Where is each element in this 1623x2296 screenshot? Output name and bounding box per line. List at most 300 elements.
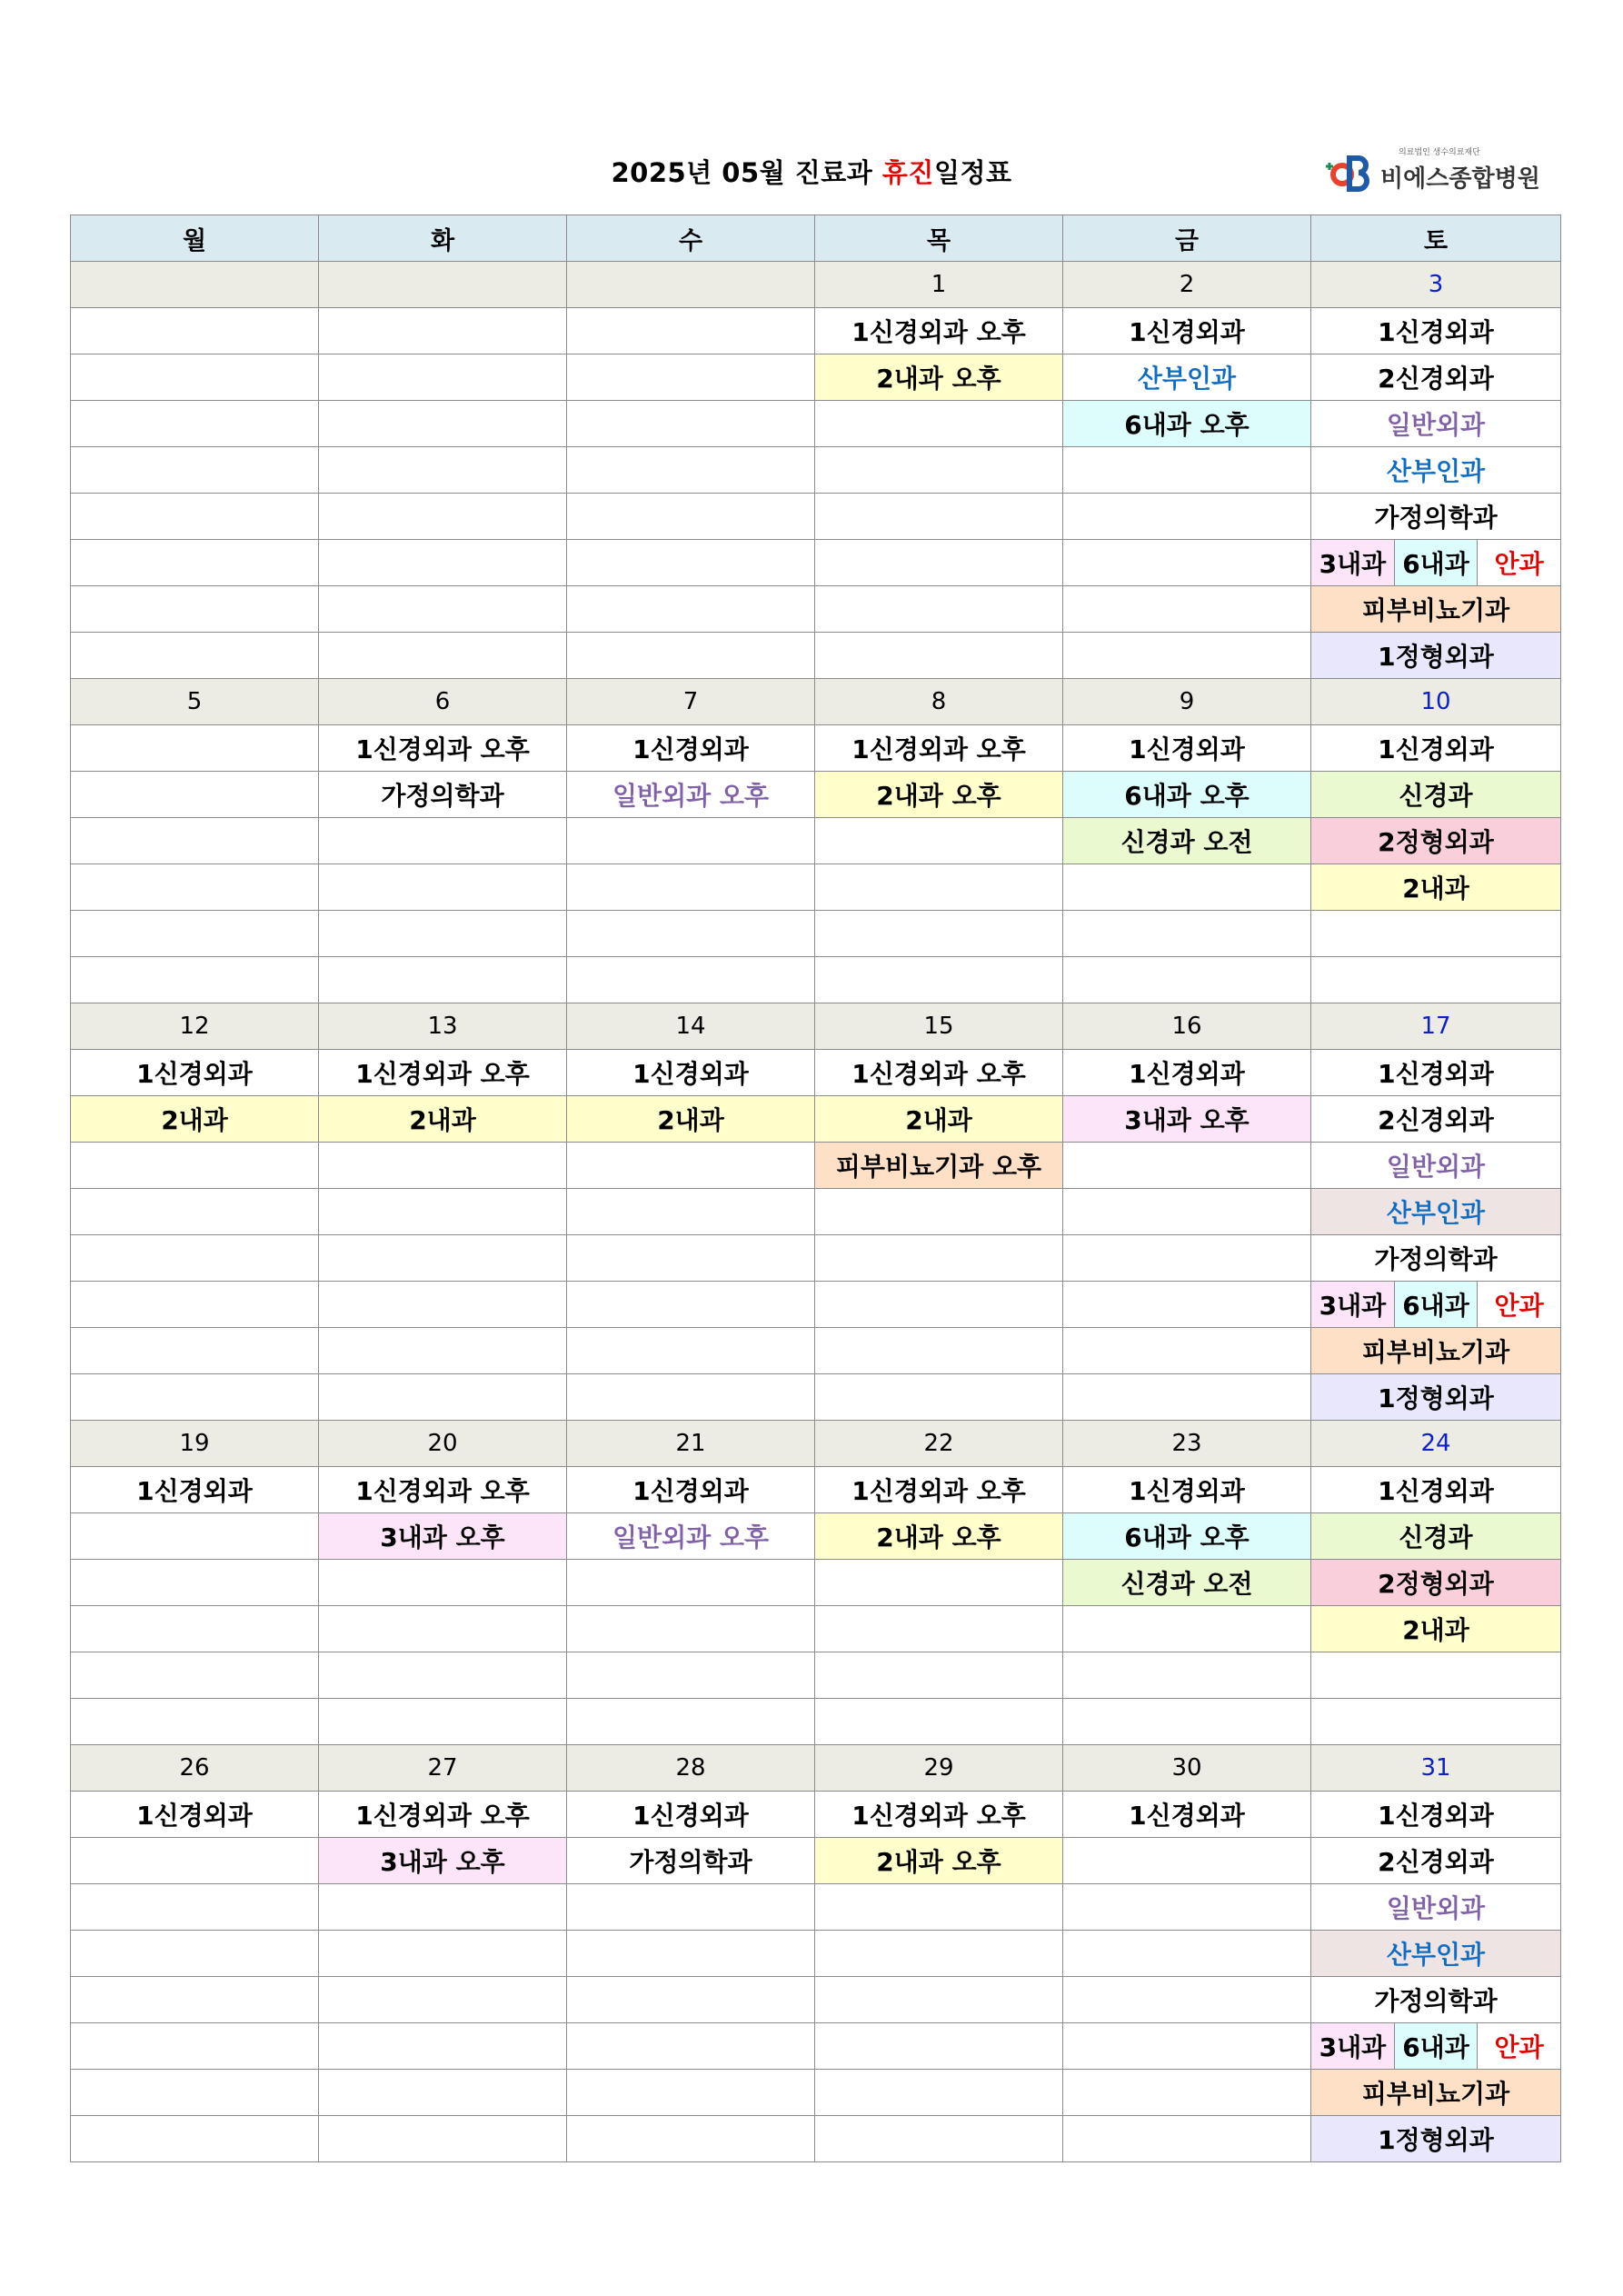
entry-row: [71, 1143, 1561, 1189]
entry-cell: 일반외과: [1311, 401, 1561, 447]
empty-cell: [815, 1328, 1063, 1374]
entry-row: [71, 1606, 1561, 1652]
entry-cell: 1신경외과 오후: [319, 1467, 567, 1513]
date-cell: 19: [71, 1421, 319, 1467]
entry-row: [71, 911, 1561, 957]
date-cell: 26: [71, 1745, 319, 1792]
entry-cell: 1신경외과 오후: [815, 1467, 1063, 1513]
empty-cell: [71, 494, 319, 540]
split-cell-row: [1311, 1282, 1560, 1327]
empty-cell: [567, 2023, 815, 2070]
empty-cell: [71, 1560, 319, 1606]
empty-cell: [71, 2070, 319, 2116]
entry-cell: 2내과 오후: [815, 354, 1063, 401]
entry-row: [71, 1374, 1561, 1421]
empty-cell: [1063, 1931, 1311, 1977]
entry-cell: 1신경외과 오후: [319, 725, 567, 772]
empty-cell: [567, 1606, 815, 1652]
title-highlight: 휴진: [881, 157, 934, 188]
date-cell: 3: [1311, 262, 1561, 308]
empty-cell: [319, 1884, 567, 1931]
entry-row: [71, 1189, 1561, 1235]
split-entry: 3내과: [1311, 2023, 1394, 2069]
empty-cell: [71, 1931, 319, 1977]
entry-row: [71, 633, 1561, 679]
empty-cell: [1063, 2116, 1311, 2162]
entry-row: [71, 1096, 1561, 1143]
empty-cell: [567, 1143, 815, 1189]
empty-cell: [1311, 1652, 1561, 1699]
entry-cell: 2정형외과: [1311, 818, 1561, 864]
logo-name: 비에스종합병원: [1380, 165, 1540, 193]
entry-row: [71, 354, 1561, 401]
empty-cell: [567, 1560, 815, 1606]
empty-cell: [815, 1652, 1063, 1699]
date-row: [71, 262, 1561, 308]
entry-row: [71, 1931, 1561, 1977]
date-cell: 22: [815, 1421, 1063, 1467]
date-cell: [319, 262, 567, 308]
entry-cell: 1신경외과: [71, 1050, 319, 1096]
entry-cell: 2내과: [815, 1096, 1063, 1143]
split-cell-row: [1311, 2023, 1560, 2069]
date-cell: 17: [1311, 1003, 1561, 1050]
empty-cell: [71, 1143, 319, 1189]
entry-cell: 가정의학과: [1311, 1977, 1561, 2023]
date-cell: 21: [567, 1421, 815, 1467]
weekday-tue: 화: [319, 215, 567, 262]
split-entry: 3내과: [1311, 540, 1394, 585]
empty-cell: [319, 911, 567, 957]
weekday-fri: 금: [1063, 215, 1311, 262]
weekday-thu: 목: [815, 215, 1063, 262]
date-cell: 28: [567, 1745, 815, 1792]
date-cell: 30: [1063, 1745, 1311, 1792]
entry-row: [71, 1282, 1561, 1328]
empty-cell: [319, 1699, 567, 1745]
entry-cell: 가정의학과: [1311, 1235, 1561, 1282]
entry-cell: 1신경외과: [1311, 725, 1561, 772]
entry-cell: 산부인과: [1063, 354, 1311, 401]
entry-cell: 1신경외과 오후: [815, 308, 1063, 354]
empty-cell: [319, 1652, 567, 1699]
entry-cell: 2신경외과: [1311, 354, 1561, 401]
empty-cell: [71, 818, 319, 864]
empty-cell: [71, 1977, 319, 2023]
entry-cell: 1정형외과: [1311, 1374, 1561, 1421]
empty-cell: [71, 1189, 319, 1235]
entry-row: [71, 1328, 1561, 1374]
entry-row: [71, 1513, 1561, 1560]
entry-row: [71, 772, 1561, 818]
empty-cell: [1063, 2070, 1311, 2116]
entry-cell: 1신경외과: [1063, 725, 1311, 772]
empty-cell: [1063, 957, 1311, 1003]
empty-cell: [71, 633, 319, 679]
empty-cell: [71, 401, 319, 447]
empty-cell: [567, 401, 815, 447]
entry-row: [71, 818, 1561, 864]
entry-row: [71, 1977, 1561, 2023]
weekday-wed: 수: [567, 215, 815, 262]
empty-cell: [567, 1235, 815, 1282]
entry-cell: 1신경외과: [1063, 1792, 1311, 1838]
entry-cell: 가정의학과: [567, 1838, 815, 1884]
entry-cell: 산부인과: [1311, 447, 1561, 494]
empty-cell: [567, 1977, 815, 2023]
entry-cell: 1신경외과 오후: [319, 1792, 567, 1838]
schedule-body: [71, 215, 1561, 2162]
entry-cell: 1신경외과: [1311, 1050, 1561, 1096]
empty-cell: [319, 540, 567, 586]
entry-row: [71, 864, 1561, 911]
entry-cell: 신경과 오전: [1063, 1560, 1311, 1606]
empty-cell: [815, 1189, 1063, 1235]
empty-cell: [567, 864, 815, 911]
empty-cell: [1063, 1606, 1311, 1652]
entry-cell-split: [1311, 1282, 1561, 1328]
entry-row: [71, 2116, 1561, 2162]
logo-tagline: 의료법인 생수의료재단: [1399, 148, 1480, 157]
empty-cell: [319, 308, 567, 354]
date-cell: 10: [1311, 679, 1561, 725]
empty-cell: [1063, 2023, 1311, 2070]
date-cell: 14: [567, 1003, 815, 1050]
empty-cell: [71, 354, 319, 401]
entry-cell: 1신경외과 오후: [815, 1792, 1063, 1838]
weekday-sat: 토: [1311, 215, 1561, 262]
entry-cell: 1신경외과: [1063, 1050, 1311, 1096]
empty-cell: [1063, 1374, 1311, 1421]
date-cell: 7: [567, 679, 815, 725]
date-cell: 1: [815, 262, 1063, 308]
empty-cell: [567, 1699, 815, 1745]
empty-cell: [815, 586, 1063, 633]
entry-cell: 1신경외과 오후: [815, 725, 1063, 772]
entry-cell: 3내과 오후: [319, 1513, 567, 1560]
empty-cell: [815, 1606, 1063, 1652]
title-prefix: 2025년 05월 진료과: [611, 157, 882, 188]
entry-row: [71, 2070, 1561, 2116]
empty-cell: [1063, 1328, 1311, 1374]
split-entry: 3내과: [1311, 1282, 1394, 1327]
empty-cell: [1311, 1699, 1561, 1745]
entry-cell: 1신경외과: [71, 1467, 319, 1513]
empty-cell: [71, 957, 319, 1003]
empty-cell: [71, 447, 319, 494]
entry-cell: 신경과: [1311, 1513, 1561, 1560]
empty-cell: [319, 1977, 567, 2023]
empty-cell: [319, 1560, 567, 1606]
empty-cell: [319, 1328, 567, 1374]
entry-row: [71, 957, 1561, 1003]
entry-cell: 1신경외과: [1311, 1467, 1561, 1513]
empty-cell: [319, 1235, 567, 1282]
empty-cell: [567, 1189, 815, 1235]
empty-cell: [1063, 1282, 1311, 1328]
empty-cell: [71, 1838, 319, 1884]
empty-cell: [815, 1282, 1063, 1328]
empty-cell: [815, 1884, 1063, 1931]
split-entry: 안과: [1478, 2023, 1560, 2069]
entry-cell: 2신경외과: [1311, 1838, 1561, 1884]
entry-cell: 6내과 오후: [1063, 1513, 1311, 1560]
empty-cell: [71, 911, 319, 957]
entry-cell: 피부비뇨기과 오후: [815, 1143, 1063, 1189]
empty-cell: [1063, 586, 1311, 633]
empty-cell: [815, 494, 1063, 540]
empty-cell: [815, 911, 1063, 957]
empty-cell: [319, 1189, 567, 1235]
entry-cell: 2내과: [567, 1096, 815, 1143]
entry-cell-split: [1311, 2023, 1561, 2070]
entry-cell: 2내과 오후: [815, 1513, 1063, 1560]
date-cell: 31: [1311, 1745, 1561, 1792]
entry-cell: 1정형외과: [1311, 2116, 1561, 2162]
entry-cell: 산부인과: [1311, 1931, 1561, 1977]
entry-cell: 1신경외과: [567, 1467, 815, 1513]
date-cell: 2: [1063, 262, 1311, 308]
empty-cell: [319, 1931, 567, 1977]
split-cell-group: [1311, 1282, 1560, 1327]
empty-cell: [71, 725, 319, 772]
empty-cell: [1063, 1977, 1311, 2023]
empty-cell: [567, 540, 815, 586]
entry-cell: 2내과: [71, 1096, 319, 1143]
empty-cell: [319, 1374, 567, 1421]
empty-cell: [1063, 494, 1311, 540]
entry-cell: 2내과: [1311, 1606, 1561, 1652]
entry-row: [71, 586, 1561, 633]
entry-cell: 일반외과: [1311, 1884, 1561, 1931]
entry-cell: 신경과: [1311, 772, 1561, 818]
empty-cell: [1063, 1235, 1311, 1282]
empty-cell: [1063, 633, 1311, 679]
empty-cell: [815, 1699, 1063, 1745]
empty-cell: [815, 2023, 1063, 2070]
empty-cell: [815, 2116, 1063, 2162]
empty-cell: [319, 401, 567, 447]
empty-cell: [815, 540, 1063, 586]
entry-cell: 2내과: [319, 1096, 567, 1143]
date-cell: 12: [71, 1003, 319, 1050]
empty-cell: [1063, 1884, 1311, 1931]
hospital-logo: [1322, 145, 1558, 193]
date-row: [71, 1421, 1561, 1467]
empty-cell: [319, 354, 567, 401]
date-row: [71, 679, 1561, 725]
empty-cell: [319, 864, 567, 911]
entry-row: [71, 1560, 1561, 1606]
entry-cell: 2정형외과: [1311, 1560, 1561, 1606]
empty-cell: [567, 1374, 815, 1421]
empty-cell: [1063, 1699, 1311, 1745]
empty-cell: [815, 401, 1063, 447]
empty-cell: [1063, 1189, 1311, 1235]
entry-row: [71, 1467, 1561, 1513]
date-row: [71, 1003, 1561, 1050]
empty-cell: [567, 308, 815, 354]
empty-cell: [319, 447, 567, 494]
empty-cell: [319, 2116, 567, 2162]
empty-cell: [71, 1235, 319, 1282]
empty-cell: [1063, 864, 1311, 911]
entry-cell: 2내과: [1311, 864, 1561, 911]
entry-cell: 1신경외과: [1063, 308, 1311, 354]
entry-cell: 1신경외과 오후: [319, 1050, 567, 1096]
empty-cell: [71, 1374, 319, 1421]
entry-cell: 3내과 오후: [319, 1838, 567, 1884]
entry-row: [71, 447, 1561, 494]
empty-cell: [567, 447, 815, 494]
empty-cell: [567, 494, 815, 540]
empty-cell: [567, 1884, 815, 1931]
entry-row: [71, 1235, 1561, 1282]
entry-cell-split: [1311, 540, 1561, 586]
empty-cell: [71, 586, 319, 633]
empty-cell: [567, 2116, 815, 2162]
empty-cell: [71, 2023, 319, 2070]
split-cell-group: [1311, 540, 1560, 585]
entry-cell: 6내과 오후: [1063, 772, 1311, 818]
empty-cell: [567, 1652, 815, 1699]
entry-cell: 피부비뇨기과: [1311, 1328, 1561, 1374]
empty-cell: [319, 2023, 567, 2070]
empty-cell: [319, 957, 567, 1003]
empty-cell: [567, 957, 815, 1003]
empty-cell: [815, 1977, 1063, 2023]
empty-cell: [815, 1235, 1063, 1282]
split-entry: 6내과: [1394, 1282, 1477, 1327]
empty-cell: [319, 1282, 567, 1328]
entry-cell: 1신경외과: [567, 725, 815, 772]
empty-cell: [71, 1652, 319, 1699]
date-cell: 23: [1063, 1421, 1311, 1467]
date-cell: 20: [319, 1421, 567, 1467]
entry-cell: 피부비뇨기과: [1311, 586, 1561, 633]
empty-cell: [71, 308, 319, 354]
date-cell: 15: [815, 1003, 1063, 1050]
empty-cell: [71, 864, 319, 911]
schedule-table: [70, 215, 1561, 2162]
entry-cell: 신경과 오전: [1063, 818, 1311, 864]
empty-cell: [1311, 911, 1561, 957]
entry-cell: 3내과 오후: [1063, 1096, 1311, 1143]
split-cell-group: [1311, 2023, 1560, 2069]
date-cell: 13: [319, 1003, 567, 1050]
empty-cell: [1063, 1143, 1311, 1189]
entry-cell: 1정형외과: [1311, 633, 1561, 679]
entry-cell: 1신경외과: [1063, 1467, 1311, 1513]
date-cell: [71, 262, 319, 308]
empty-cell: [1063, 911, 1311, 957]
entry-cell: 일반외과 오후: [567, 1513, 815, 1560]
entry-cell: 산부인과: [1311, 1189, 1561, 1235]
entry-cell: 2내과 오후: [815, 772, 1063, 818]
empty-cell: [567, 911, 815, 957]
empty-cell: [71, 1884, 319, 1931]
entry-cell: 6내과 오후: [1063, 401, 1311, 447]
entry-row: [71, 308, 1561, 354]
empty-cell: [567, 633, 815, 679]
entry-row: [71, 1652, 1561, 1699]
entry-row: [71, 1792, 1561, 1838]
entry-row: [71, 1884, 1561, 1931]
empty-cell: [815, 1931, 1063, 1977]
empty-cell: [815, 447, 1063, 494]
date-cell: 24: [1311, 1421, 1561, 1467]
date-cell: [567, 262, 815, 308]
entry-cell: 2신경외과: [1311, 1096, 1561, 1143]
entry-cell: 1신경외과: [567, 1050, 815, 1096]
empty-cell: [815, 633, 1063, 679]
empty-cell: [567, 2070, 815, 2116]
empty-cell: [71, 1699, 319, 1745]
entry-cell: 1신경외과: [1311, 308, 1561, 354]
empty-cell: [319, 494, 567, 540]
empty-cell: [319, 1143, 567, 1189]
empty-cell: [1063, 447, 1311, 494]
date-cell: 29: [815, 1745, 1063, 1792]
empty-cell: [71, 1282, 319, 1328]
empty-cell: [815, 2070, 1063, 2116]
entry-row: [71, 725, 1561, 772]
date-cell: 9: [1063, 679, 1311, 725]
date-cell: 8: [815, 679, 1063, 725]
empty-cell: [71, 772, 319, 818]
entry-cell: 피부비뇨기과: [1311, 2070, 1561, 2116]
empty-cell: [319, 818, 567, 864]
date-cell: 16: [1063, 1003, 1311, 1050]
empty-cell: [1311, 957, 1561, 1003]
entry-row: [71, 401, 1561, 447]
entry-cell: 1신경외과: [1311, 1792, 1561, 1838]
empty-cell: [1063, 1652, 1311, 1699]
empty-cell: [567, 586, 815, 633]
empty-cell: [815, 864, 1063, 911]
entry-row: [71, 1838, 1561, 1884]
date-cell: 27: [319, 1745, 567, 1792]
entry-cell: 1신경외과: [567, 1792, 815, 1838]
entry-cell: 가정의학과: [1311, 494, 1561, 540]
split-cell-row: [1311, 540, 1560, 585]
empty-cell: [567, 1931, 815, 1977]
split-entry: 6내과: [1394, 540, 1477, 585]
entry-cell: 일반외과: [1311, 1143, 1561, 1189]
split-entry: 안과: [1478, 540, 1560, 585]
empty-cell: [567, 818, 815, 864]
weekday-header-row: [71, 215, 1561, 262]
entry-cell: 2내과 오후: [815, 1838, 1063, 1884]
entry-row: [71, 494, 1561, 540]
empty-cell: [71, 1328, 319, 1374]
entry-row: [71, 1050, 1561, 1096]
empty-cell: [815, 957, 1063, 1003]
empty-cell: [319, 1606, 567, 1652]
entry-row: [71, 540, 1561, 586]
empty-cell: [319, 586, 567, 633]
entry-cell: 1신경외과 오후: [815, 1050, 1063, 1096]
empty-cell: [71, 1606, 319, 1652]
date-cell: 5: [71, 679, 319, 725]
empty-cell: [319, 2070, 567, 2116]
title-suffix: 일정표: [933, 157, 1012, 188]
entry-cell: 가정의학과: [319, 772, 567, 818]
entry-cell: 1신경외과: [71, 1792, 319, 1838]
logo-mark-icon: [1322, 151, 1377, 193]
entry-row: [71, 1699, 1561, 1745]
empty-cell: [1063, 540, 1311, 586]
